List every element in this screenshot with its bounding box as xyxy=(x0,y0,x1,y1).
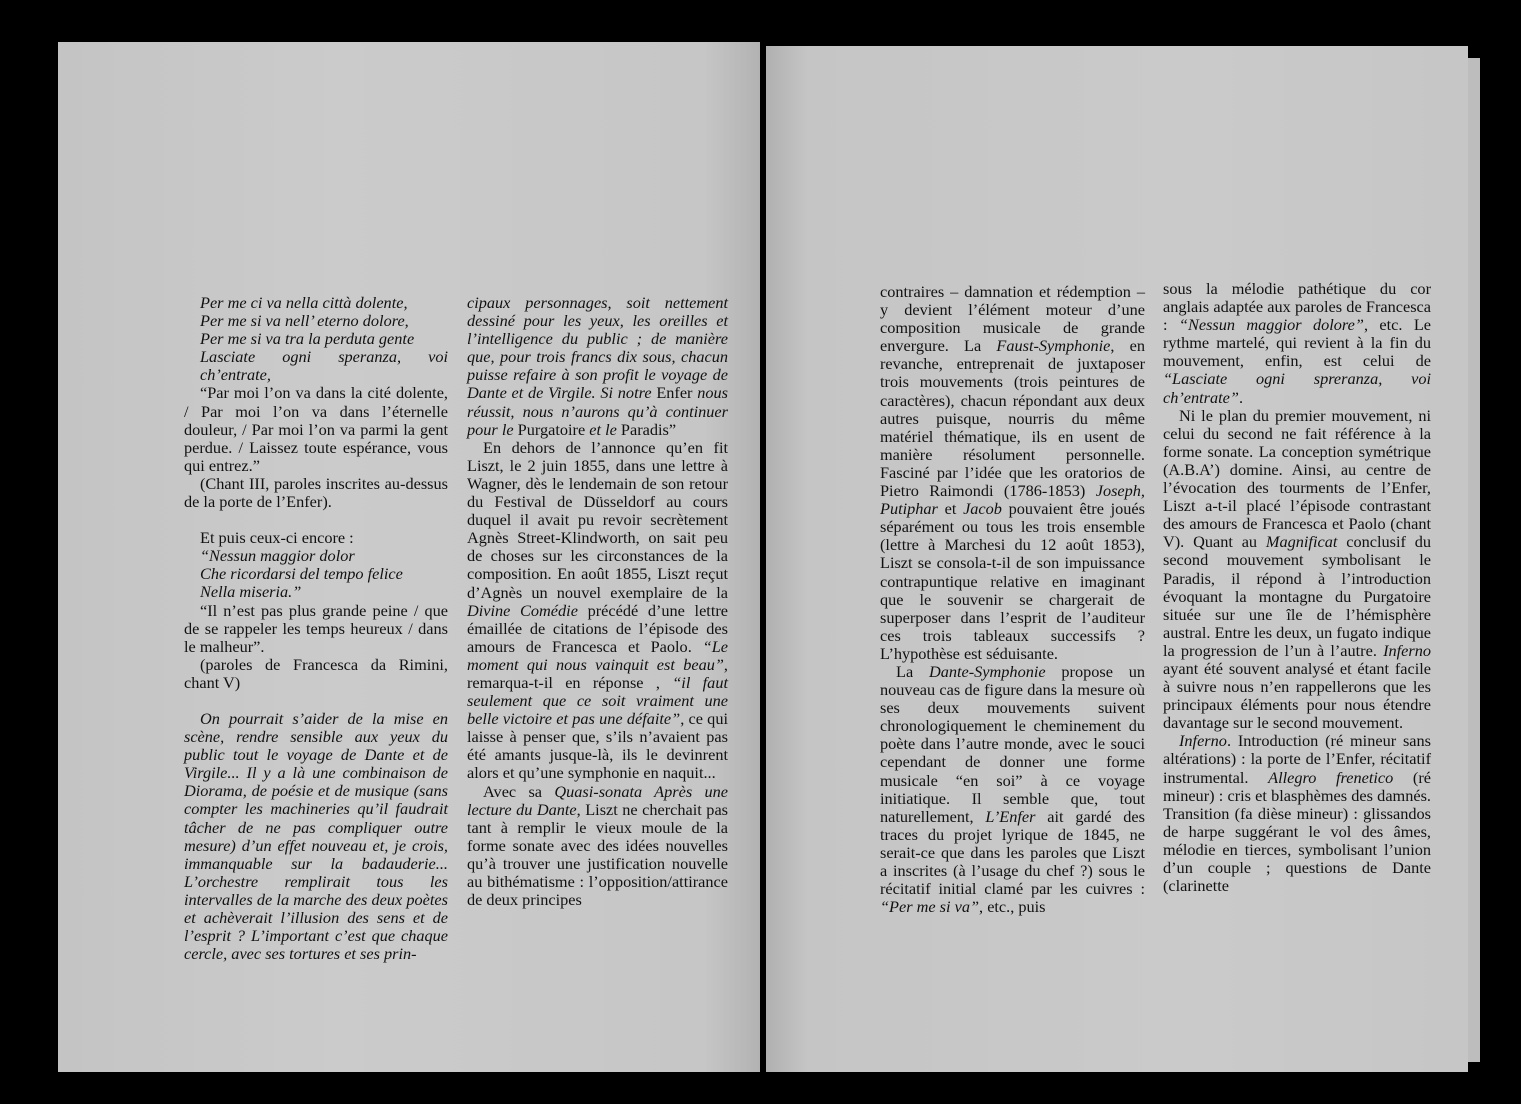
quote-moment: “Le moment qui nous vainquit est beau” xyxy=(467,636,728,674)
p2-text-b: propose un nouveau cas de figure dans la mesure où ses deux mouvements suivent chronologiquement le cheminement du poète dans l’autre monde, avec le souci cependant de donner une forme musicale “en soi” à ce voyage initiatique. Il semble que, tout naturellement, xyxy=(880,661,1145,826)
faust-symphonie-title: Faust-Symphonie xyxy=(996,336,1111,356)
nessun-quote: “Nessun maggior dolore” xyxy=(1178,315,1364,335)
latin-source: (Chant III, paroles inscrites au-dessus de la porte de l’Enfer). xyxy=(184,473,448,512)
et-le-words: et le xyxy=(589,419,617,439)
p3-text-a: . Introduction (ré mineur sans altérations) : la porte de l’Enfer, récitatif instrumental. xyxy=(1163,731,1431,787)
paragraph-quasi-sonata xyxy=(467,783,728,910)
enfer-word: Enfer xyxy=(656,383,693,403)
paragraph-dehors xyxy=(467,439,728,783)
p3-text-b: (ré mineur) : cris et blasphèmes des damnés. Transition (fa dièse mineur) : glissandos de harpe suggérant le vol des âmes, mélodie en tierces, symbolisant l’union d’un couple ; questions de Dante (clarinette xyxy=(1163,767,1431,896)
inferno-heading: Inferno xyxy=(1179,731,1227,751)
right-column-1 xyxy=(880,283,1145,916)
p2-text-c: ayant été souvent analysé et étant facile à suivre nous n’en rappellerons que les principaux éléments pour nous étendre davantage sur le second mouvement. xyxy=(1163,658,1431,733)
allegro-frenetico: Allegro frenetico xyxy=(1268,767,1394,787)
p2-text-a: En dehors de l’annonce qu’en fit Liszt, le 2 juin 1855, dans une lettre à Wagner, dès le lendemain de son retour du Festival de Düsseldorf au cours duquel il avait pu revoir secrètement Agnès Street-Klindworth, on sait peu de choses sur les circonstances de la composition. En août 1855, Liszt reçut d’Agnès un nouvel exemplaire de la xyxy=(467,437,728,602)
quote2-source: (paroles de Francesca da Rimini, chant V) xyxy=(184,654,448,692)
right-page-edge xyxy=(1466,58,1480,1062)
p2-text-d: , ce qui laisse à penser que, s’ils n’avaient pas été amants jusque-là, ils le devinrent alors et qu’une symphonie en naquit... xyxy=(467,709,728,783)
divine-comedie-title: Divine Comédie xyxy=(467,600,578,620)
p1-text-a: contraires – damnation et rédemption – y devient l’élément moteur d’une composition musicale de grande envergure. La xyxy=(880,282,1145,356)
p2-text-a: La xyxy=(896,661,914,681)
intro-line: Et puis ceux-ci encore : xyxy=(200,528,354,548)
cont-italic-2: nous réussit, nous n’aurons qu’à continuer pour le xyxy=(467,383,728,439)
paragraph-faust xyxy=(880,283,1145,663)
magnificat-title: Magnificat xyxy=(1265,532,1338,552)
lasciate-quote: “Lasciate ogni spreranza, voi ch’entrate” xyxy=(1163,369,1431,407)
paragraph-plan xyxy=(1163,407,1431,733)
latin-line-1: Per me ci va nella città dolente, xyxy=(200,293,408,312)
p1-text-c: . xyxy=(1238,387,1244,407)
quote2-line-2: Che ricordarsi del tempo felice xyxy=(200,564,403,584)
p1-text-a: sous la mélodie pathétique du cor anglais adaptée aux paroles de Francesca : xyxy=(1163,279,1431,335)
p2-text-b: conclusif du second mouvement symbolisant le Paradis, il répond à l’introduction évoquant la montagne du Purgatoire située sur une île de l’hémisphère austral. Entre les deux, un fugato indique la progression de l’un à l’autre. xyxy=(1163,532,1432,660)
purgatoire-word: Purgatoire xyxy=(517,419,586,439)
berlioz-continuation xyxy=(467,294,728,439)
left-column-2 xyxy=(467,294,728,909)
right-column-2 xyxy=(1163,280,1431,895)
latin-line-2: Per me si va nell’ eterno dolore, xyxy=(200,311,409,331)
paradis-word: Paradis” xyxy=(620,419,677,439)
joseph-putiphar-title: Joseph, Putiphar xyxy=(880,481,1145,519)
latin-translation: “Par moi l’on va dans la cité dolente, / Par moi l’on va dans l’éternelle douleur, / Par moi l’on va parmi la gent perdue. / Laissez toute espérance, vous qui entrez.” xyxy=(184,383,448,475)
quote-victoire: “il faut seulement que ce soit vraiment une belle victoire et pas une défaite” xyxy=(467,672,728,729)
paragraph-dante-symphonie xyxy=(880,663,1145,916)
p1-text-b: , etc. Le rythme martelé, qui revient à la fin du mouvement, enfin, est celui de xyxy=(1163,315,1431,371)
p2-text-c: , remarqua-t-il en réponse , xyxy=(467,654,728,692)
quote2-translation: “Il n’est pas plus grande peine / que de se rappeler les temps heureux / dans le malheur”. xyxy=(184,600,448,656)
p3-text-b: , Liszt ne cherchait pas tant à remplir le vieux moule de la forme sonate avec des idées nouvelles qu’à trouver une justification nouvelle au bithématisme : l’opposition/attirance de deux principes xyxy=(467,799,729,910)
quote2-line-1: “Nessun maggior dolor xyxy=(200,546,355,566)
paragraph-cor-anglais xyxy=(1163,280,1431,407)
et-word: et xyxy=(944,499,957,519)
quasi-sonata-title: Quasi-sonata Après une lecture du Dante xyxy=(467,781,728,819)
p2-text-a: Ni le plan du premier mouvement, ni celui du second ne fait référence à la forme sonate. La conception symétrique (A.B.A’) domine. Ainsi, au centre de l’évocation des tourments de l’Enfer, Liszt a-t-il placé l’épisode contrastant des amours de Francesca et Paolo (chant V). Quant au xyxy=(1163,405,1431,552)
left-column-1 xyxy=(184,294,448,963)
p1-text-b: , en revanche, entreprenait de juxtaposer trois mouvements (trois peintures de caractères), chacun répondant aux deux autres puisque, nourris du même matériel thématique, ils en usent de manière résolument personnelle. Fasciné par l’idée que les oratorios de Pietro Raimondi (1786-1853) xyxy=(880,336,1145,501)
p3-text-a: Avec sa xyxy=(483,781,543,801)
p2-text-c: ait gardé des traces du projet lyrique de 1845, ne serait-ce que dans les paroles que Liszt a inscrites (à l’usage du chef ?) sous le récitatif initial clamé par les cuivres : xyxy=(880,806,1145,899)
cont-italic-1: cipaux personnages, soit nettement dessiné pour les yeux, les oreilles et l’intelligence du public ; de manière que, pour trois francs dix sous, chacun puisse refaire à son profit le voyage de Dante et de Virgile. Si notre xyxy=(467,293,728,403)
p2-text-d: , etc., puis xyxy=(979,897,1046,917)
berlioz-quote: On pourrait s’aider de la mise en scène, rendre sensible aux yeux du public tout le voyage de Dante et de Virgile... Il y a là une combinaison de Diorama, de poésie et de musique (sans compter les machineries qu’il faudrait tâcher de ne pas compliquer outre mesure) d’un effet nouveau et, je crois, immanquable sur la badauderie... L’orchestre remplirait tous les intervalles de la marche des deux poètes et achèverait l’illusion des sens et de l’esprit ? L’important c’est que chaque cercle, avec ses tortures et ses prin- xyxy=(184,708,448,964)
inferno-title: Inferno xyxy=(1383,640,1431,660)
per-me-quote: “Per me si va” xyxy=(880,897,980,917)
paragraph-inferno xyxy=(1163,732,1431,895)
latin-line-3: Per me si va tra la perduta gente xyxy=(200,329,415,349)
latin-line-4: Lasciate ogni speranza, voi ch’entrate, xyxy=(200,347,448,385)
lenfer-title: L’Enfer xyxy=(985,806,1036,826)
jacob-title: Jacob xyxy=(963,499,1002,519)
p2-text-b: précédé d’une lettre émaillée de citations de l’épisode des amours de Francesca et Paolo. xyxy=(467,600,728,656)
p1-text-c: pouvaient être joués séparément ou tous les trois ensemble (lettre à Marchesi du 12 août 1853), Liszt se consola-t-il de son impuissance contrapuntique relative en imaginant que le souvenir se chargerait de superposer dans l’esprit de l’auditeur ces trois tableaux successifs ? L’hypothèse est séduisante. xyxy=(880,499,1145,663)
quote2-line-3: Nella miseria.” xyxy=(200,582,302,602)
dante-symphonie-title: Dante-Symphonie xyxy=(928,661,1046,681)
